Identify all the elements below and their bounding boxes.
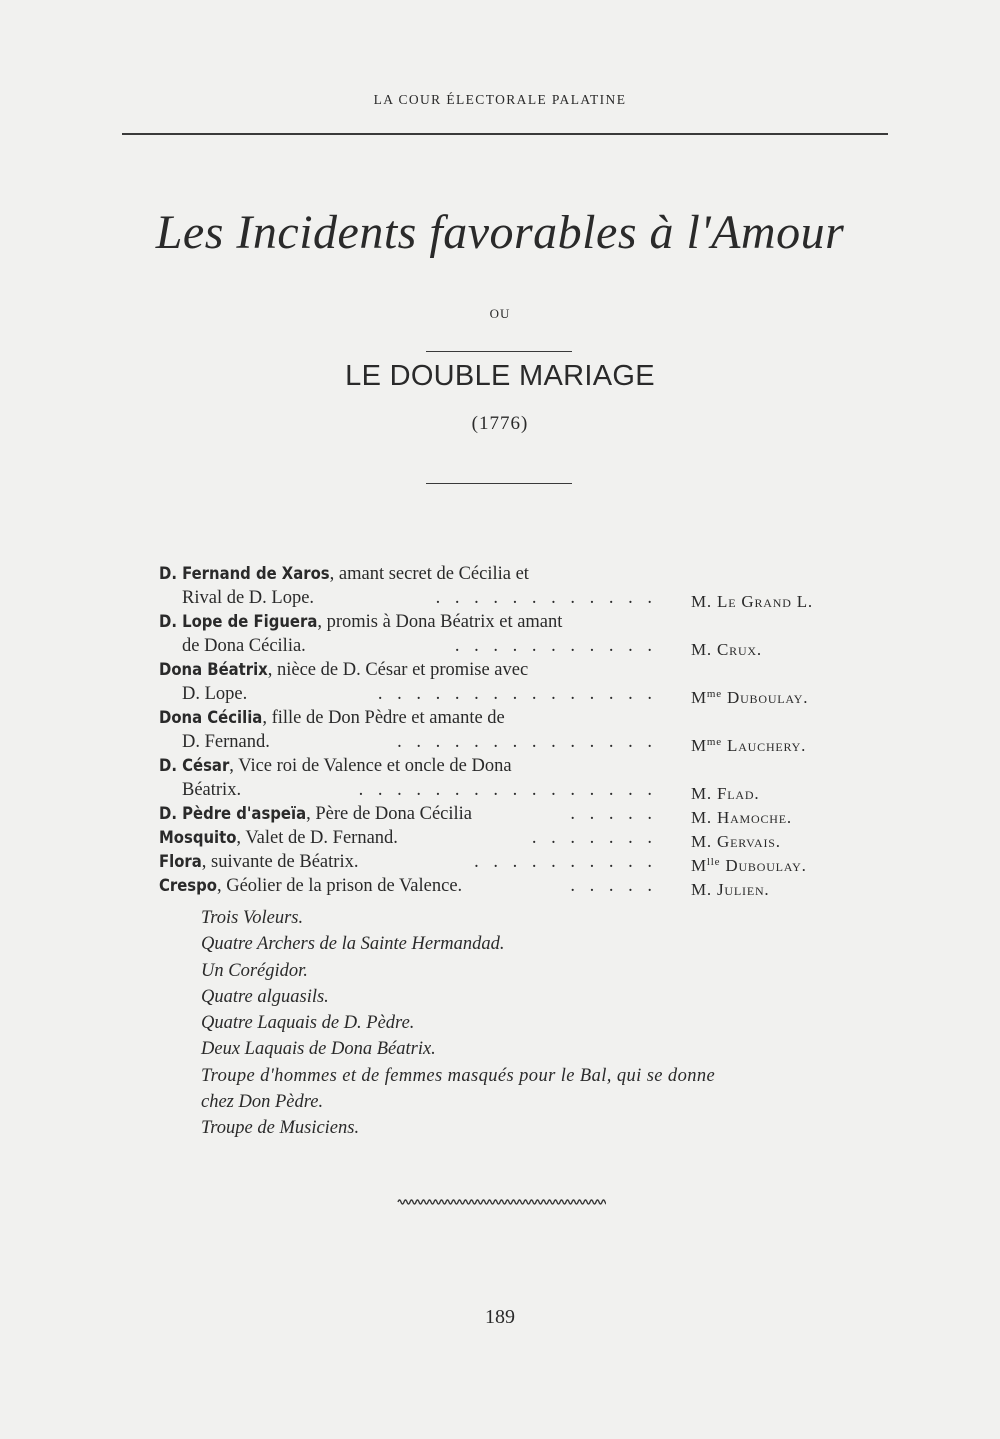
actor-title: M. <box>691 784 712 803</box>
extra-character: Trois Voleurs. <box>201 908 304 928</box>
character-description-cont: D. Lope. <box>182 684 248 704</box>
character-name: Mosquito <box>159 828 237 847</box>
actor-title: M. <box>691 832 712 851</box>
cast-entry <box>159 850 879 874</box>
title-rule-bottom <box>426 483 572 484</box>
character-description-cont: D. Fernand. <box>182 732 270 752</box>
character-name: D. Fernand de Xaros <box>159 564 330 583</box>
play-subtitle: LE DOUBLE MARIAGE <box>345 360 655 392</box>
character-description-cont: Béatrix. <box>182 780 242 800</box>
actor-surname: Crux. <box>711 640 762 659</box>
actor-title-sup: me <box>706 688 722 700</box>
wavy-ornament-icon <box>396 1196 606 1208</box>
cast-list <box>159 562 879 898</box>
actor-title: M. <box>691 880 712 899</box>
character-description-cont: de Dona Cécilia. <box>182 636 306 656</box>
character-description: , suivante de Béatrix. <box>201 852 359 872</box>
cast-entry <box>159 706 879 730</box>
cast-entry <box>159 874 879 898</box>
extra-character: Troupe d'hommes et de femmes masqués pour le Bal, qui se donne <box>201 1065 716 1086</box>
cast-entry-continuation <box>159 778 879 802</box>
character-description: , Géolier de la prison de Valence. <box>216 876 463 896</box>
leader-dots: . . . . . . . . . . . . . . . . <box>358 780 657 800</box>
page-number: 189 <box>485 1306 515 1328</box>
title-conjunction: OU <box>489 306 511 321</box>
leader-dots: . . . . . . . . . . . . . . <box>397 732 657 752</box>
cast-entry-continuation <box>159 730 879 754</box>
character-name: Dona Béatrix <box>159 660 268 679</box>
title-rule-top <box>426 351 572 352</box>
character-description: , amant secret de Cécilia et <box>329 564 529 584</box>
character-name: D. César <box>159 756 230 775</box>
actor-title-sup: me <box>706 736 722 748</box>
actor-surname: Lauchery. <box>721 736 807 755</box>
extra-character: Quatre Laquais de D. Pèdre. <box>201 1013 415 1034</box>
cast-entry <box>159 826 879 850</box>
character-name: Crespo <box>159 876 217 895</box>
actor-title: M. <box>691 640 712 659</box>
extra-character: Troupe de Musiciens. <box>201 1118 360 1139</box>
character-description: , promis à Dona Béatrix et amant <box>317 612 563 632</box>
extras-list <box>201 905 901 1142</box>
play-year: (1776) <box>471 413 529 434</box>
cast-entry <box>159 610 879 634</box>
actor-surname: Hamoche. <box>711 808 792 827</box>
extra-character: Quatre alguasils. <box>201 986 329 1007</box>
character-name: D. Lope de Figuera <box>159 612 318 631</box>
cast-entry-continuation <box>159 586 879 610</box>
actor-title: M <box>691 688 707 707</box>
running-head: LA COUR ÉLECTORALE PALATINE <box>373 92 627 107</box>
leader-dots: . . . . . . . <box>531 828 657 848</box>
actor-surname: Duboulay. <box>721 688 809 707</box>
play-title: Les Incidents favorables à l'Amour <box>155 206 845 259</box>
actor-title: M. <box>691 808 712 827</box>
character-description: , fille de Don Pèdre et amante de <box>262 708 505 728</box>
extra-character: chez Don Pèdre. <box>201 1092 324 1113</box>
actor-title: M <box>691 736 707 755</box>
leader-dots: . . . . . . . . . . <box>474 852 657 872</box>
cast-entry <box>159 658 879 682</box>
actor-name <box>691 874 769 902</box>
leader-dots: . . . . . <box>570 804 657 824</box>
extra-character: Quatre Archers de la Sainte Hermandad. <box>201 934 505 955</box>
actor-surname: Flad. <box>711 784 760 803</box>
actor-surname: Gervais. <box>711 832 781 851</box>
cast-entry-continuation <box>159 682 879 706</box>
leader-dots: . . . . . . . . . . . <box>454 636 657 656</box>
extra-character: Un Corégidor. <box>201 960 308 981</box>
character-description-cont: Rival de D. Lope. <box>182 588 315 608</box>
leader-dots: . . . . . . . . . . . . <box>435 588 657 608</box>
cast-entry <box>159 754 879 778</box>
character-name: Flora <box>159 852 202 871</box>
extra-character: Deux Laquais de Dona Béatrix. <box>201 1039 436 1060</box>
leader-dots: . . . . . <box>570 876 657 896</box>
character-description: , Valet de D. Fernand. <box>236 828 398 848</box>
character-description: , Père de Dona Cécilia <box>306 804 473 824</box>
cast-entry-continuation <box>159 634 879 658</box>
character-description: , nièce de D. César et promise avec <box>267 660 529 680</box>
actor-surname: Duboulay. <box>720 856 807 875</box>
actor-surname: Julien. <box>711 880 770 899</box>
header-rule <box>122 133 888 135</box>
character-description: , Vice roi de Valence et oncle de Dona <box>229 756 512 776</box>
actor-title: M. <box>691 592 712 611</box>
actor-title-sup: lle <box>706 856 721 868</box>
actor-title: M <box>691 856 707 875</box>
character-name: D. Pèdre d'aspeïa <box>159 804 307 823</box>
character-name: Dona Cécilia <box>159 708 263 727</box>
leader-dots: . . . . . . . . . . . . . . . <box>377 684 657 704</box>
cast-entry <box>159 562 879 586</box>
actor-surname: Le Grand L. <box>711 592 813 611</box>
cast-entry <box>159 802 879 826</box>
